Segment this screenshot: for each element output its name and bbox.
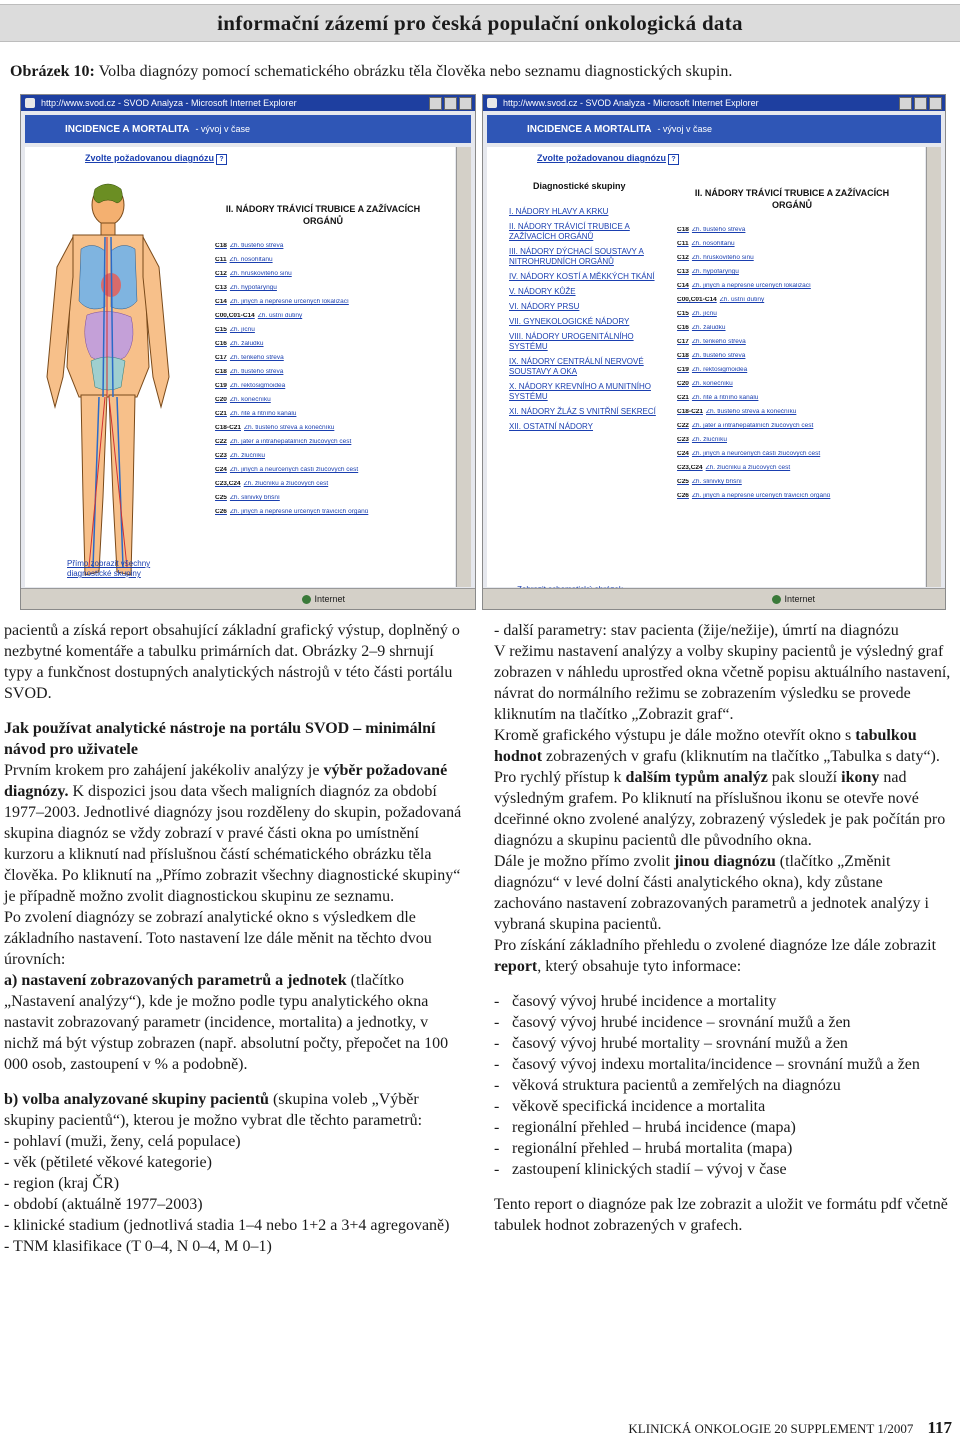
report-item: - časový vývoj hrubé incidence – srovnání mužů a žen xyxy=(494,1012,954,1033)
browser-titlebar xyxy=(483,95,945,111)
page-footer xyxy=(628,1418,952,1438)
diagnosis-label: Zh. tenkého střeva xyxy=(229,355,284,361)
figure-caption xyxy=(10,62,950,82)
diagnosis-item[interactable] xyxy=(677,241,907,255)
paragraph-diagnosis: Prvním krokem pro zahájení jakékoliv analýzy je výběr požadované diagnózy. K dispozici jsou data všech maligních diagnóz za období 1977–2003. Jednotlivé diagnózy jsou rozděleny do skupin, požadovaná skupina diagnóz se vždy zobrazí v pravé části okna po umístnění kurzoru a kliknutí nad příslušnou částí schématického obrázku těla člověka. Po kliknutí na „Přímo zobrazit všechny diagnostické skupiny“ je případně možno zvolit diagnostickou skupinu ze seznamu. xyxy=(4,762,462,905)
diagnosis-code: C23 xyxy=(677,437,689,443)
report-item: - časový vývoj hrubé incidence a mortality xyxy=(494,991,954,1012)
page-number: 117 xyxy=(927,1418,952,1437)
diagnosis-code: C11 xyxy=(215,257,227,263)
diagnosis-item[interactable] xyxy=(215,299,435,313)
paragraph-b: b) volba analyzované skupiny pacientů (skupina voleb „Výběr skupiny pacientů“), kterou je možno vybrat dle těchto parametrů: xyxy=(4,1091,423,1129)
diagnosis-label: Zh. jater a intrahepatálních žlučových cest xyxy=(691,423,814,429)
paragraph-settings: Po zvolení diagnózy se zobrazí analytické okno s výsledkem dle základního nastavení. Toto nastavení lze dále měnit na těchto dvou úrovních: xyxy=(4,909,432,968)
diagnostic-group-link[interactable]: IX. NÁDORY CENTRÁLNÍ NERVOVÉ SOUSTAVY A OKA xyxy=(509,357,644,376)
parameter-item: - TNM klasifikace (T 0–4, N 0–4, M 0–1) xyxy=(4,1238,272,1255)
diagnosis-code: C16 xyxy=(677,325,689,331)
diagnosis-label: Zh. žaludku xyxy=(691,325,726,331)
diagnosis-code: C11 xyxy=(677,241,689,247)
journal-name: KLINICKÁ ONKOLOGIE 20 SUPPLEMENT 1/2007 xyxy=(628,1421,914,1436)
diagnosis-code: C17 xyxy=(215,355,227,361)
parameter-item: - věk (pětileté věkové kategorie) xyxy=(4,1154,212,1171)
diagnosis-label: Zh. tlustého střeva a konečníku xyxy=(244,425,335,431)
diagnosis-code: C15 xyxy=(215,327,227,333)
diagnostic-group-link[interactable]: XI. NÁDORY ŽLÁZ S VNITŘNÍ SEKRECÍ xyxy=(509,407,656,416)
diagnosis-item[interactable] xyxy=(677,283,907,297)
diagnosis-group-title: II. NÁDORY TRÁVICÍ TRUBICE A ZAŽÍVACÍCH ORGÁNŮ xyxy=(225,204,421,226)
diagnosis-item[interactable] xyxy=(215,481,435,495)
globe-icon xyxy=(302,595,311,604)
body-digestive-region xyxy=(85,311,133,362)
diagnosis-label: Zh. tlustého střeva xyxy=(229,243,284,249)
body-pelvis-region xyxy=(91,357,125,390)
diagnosis-label: Zh. nosohltanu xyxy=(691,241,735,247)
running-header: informační zázemí pro česká populační onkologická data xyxy=(0,4,960,42)
diagnosis-code: C18 xyxy=(677,353,689,359)
paragraph-pdf: Tento report o diagnóze pak lze zobrazit a uložit ve formátu pdf včetně tabulek hodnot zobrazených v grafech. xyxy=(494,1196,948,1234)
diagnosis-label: Zh. jiných a nepřesně určených lokalizací xyxy=(691,283,811,289)
diagnosis-list xyxy=(677,227,907,507)
diagnosis-label: Zh. žlučníku a žlučových cest xyxy=(705,465,791,471)
diagnosis-code: C18-C21 xyxy=(677,409,704,415)
diagnosis-label: Zh. řitě a řitního kanálu xyxy=(691,395,759,401)
diagnosis-list xyxy=(215,243,435,523)
diagnostic-group-link[interactable]: III. NÁDORY DÝCHACÍ SOUSTAVY A NITROHRUDNÍCH ORGÁNŮ xyxy=(509,247,644,266)
report-item: - zastoupení klinických stadií – vývoj v čase xyxy=(494,1159,954,1180)
diagnosis-item[interactable] xyxy=(677,325,907,339)
diagnosis-item[interactable] xyxy=(215,453,435,467)
diagnosis-code: C22 xyxy=(677,423,689,429)
diagnosis-label: Zh. ústní dutiny xyxy=(257,313,303,319)
diagnostic-group-link[interactable]: X. NÁDORY KREVNÍHO A MUNITNÍHO SYSTÉMU xyxy=(509,382,651,401)
diagnosis-code: C20 xyxy=(677,381,689,387)
diagnosis-code: C23,C24 xyxy=(677,465,703,471)
diagnosis-label: Zh. hruškovitého sinu xyxy=(691,255,754,261)
diagnosis-code: C25 xyxy=(215,495,227,501)
diagnosis-item[interactable] xyxy=(215,271,435,285)
diagnosis-label: Zh. hypofaryngu xyxy=(229,285,277,291)
diagnosis-code: C26 xyxy=(215,509,227,515)
diagnosis-code: C21 xyxy=(215,411,227,417)
diagnosis-item[interactable] xyxy=(677,381,907,395)
diagnosis-label: Zh. tlustého střeva xyxy=(691,227,746,233)
diagnosis-label: Zh. tenkého střeva xyxy=(691,339,746,345)
parameter-item: - region (kraj ČR) xyxy=(4,1175,120,1192)
svod-content xyxy=(487,147,925,587)
app-header-sub: - vývoj v čase xyxy=(657,124,712,134)
browser-statusbar xyxy=(21,588,475,609)
intro-paragraph: pacientů a získá report obsahující základní grafický výstup, doplněný o nezbytné komentáře a tabulku primárních dat. Obrázky 2–9 shrnují typy a funkčnost dostupných analytických nástrojů v této části portálu SVOD. xyxy=(4,622,460,702)
app-header-sub: - vývoj v čase xyxy=(195,124,250,134)
diagnosis-label: Zh. slinivky břišní xyxy=(691,479,742,485)
status-zone: Internet xyxy=(772,589,815,609)
diagnosis-item[interactable] xyxy=(215,509,435,523)
diagnosis-code: C00,C01-C14 xyxy=(677,297,717,303)
diagnosis-code: C23 xyxy=(215,453,227,459)
diagnosis-item[interactable] xyxy=(677,465,907,479)
diagnosis-code: C18-C21 xyxy=(215,425,242,431)
diagnosis-code: C17 xyxy=(677,339,689,345)
diagnosis-label: Zh. žaludku xyxy=(229,341,264,347)
bold-term: a) nastavení zobrazovaných parametrů a jednotek xyxy=(4,972,347,989)
paragraph-a: a) nastavení zobrazovaných parametrů a jednotek (tlačítko „Nastavení analýzy“), kde je možno podle typu analytického okna nastavit zobrazovaný parametr (incidence, mortalita) a jednotky, v nichž má být výstup zobrazen (např. absolutní počty, přepočet na 100 000 osob, zastoupení v % a podobně). xyxy=(4,972,449,1073)
ie-icon xyxy=(25,98,35,108)
diagnosis-item[interactable] xyxy=(677,451,907,465)
diagnosis-item[interactable] xyxy=(677,269,907,283)
diagnosis-item[interactable] xyxy=(215,467,435,481)
diagnosis-code: C26 xyxy=(677,493,689,499)
diagnosis-code: C19 xyxy=(677,367,689,373)
diagnosis-code: C13 xyxy=(677,269,689,275)
bold-term: b) volba analyzované skupiny pacientů xyxy=(4,1091,269,1108)
diagnosis-item[interactable] xyxy=(677,297,907,311)
diagnosis-code: C15 xyxy=(677,311,689,317)
section-heading: Jak používat analytické nástroje na portálu SVOD – minimální návod pro uživatele xyxy=(4,720,436,758)
diagnosis-item[interactable] xyxy=(215,425,435,439)
report-item: - časový vývoj hrubé mortality – srovnání mužů a žen xyxy=(494,1033,954,1054)
browser-title: http://www.svod.cz - SVOD Analyza - Microsoft Internet Explorer xyxy=(41,98,297,108)
browser-titlebar xyxy=(21,95,475,111)
paragraph-table: Kromě grafického výstupu je dále možno otevřít okno s tabulkou hodnot zobrazených v grafu (kliknutím na tlačítko „Tabulka s daty“). Pro rychlý přístup k dalším typům analýz pak slouží ikony nad výsledným grafem. Po kliknutí na příslušnou ikonu se otevře nové dceřinné okno zvolené analýzy, zobrazený výsledek je pak počítán pro diagnózu a skupinu pacientů dle původního okna. xyxy=(494,727,946,849)
screenshot-body-map xyxy=(20,94,476,610)
diagnosis-label: Zh. konečníku xyxy=(691,381,733,387)
browser-title: http://www.svod.cz - SVOD Analyza - Microsoft Internet Explorer xyxy=(503,98,759,108)
diagnosis-label: Zh. rektosigmoidea xyxy=(691,367,748,373)
diagnosis-label: Zh. jiných a neurčených částí žlučových cest xyxy=(229,467,359,473)
parameter-item: - pohlaví (muži, ženy, celá populace) xyxy=(4,1133,241,1150)
diagnosis-label: Zh. jiných a nepřesně určených trávicích orgánů xyxy=(229,509,369,515)
report-item: - věková struktura pacientů a zemřelých na diagnózu xyxy=(494,1075,954,1096)
diagnosis-item[interactable] xyxy=(215,341,435,355)
diagnosis-item[interactable] xyxy=(677,311,907,325)
diagnosis-code: C25 xyxy=(677,479,689,485)
diagnosis-label: Zh. konečníku xyxy=(229,397,271,403)
human-body-diagram[interactable] xyxy=(33,177,183,587)
diagnosis-label: Zh. tlustého střeva xyxy=(691,353,746,359)
vertical-scrollbar[interactable] xyxy=(926,147,941,587)
diagnostic-group-link[interactable]: VI. NÁDORY PRSU xyxy=(509,302,580,311)
diagnostic-group-link[interactable]: XII. OSTATNÍ NÁDORY xyxy=(509,422,594,431)
parameter-list xyxy=(4,1131,466,1257)
diagnosis-item[interactable] xyxy=(215,355,435,369)
caption-label: Obrázek 10: xyxy=(10,63,95,80)
diagnosis-item[interactable] xyxy=(215,327,435,341)
groups-title: Diagnostické skupiny xyxy=(533,181,626,191)
diagnosis-item[interactable] xyxy=(215,257,435,271)
select-diagnosis-link[interactable]: Zvolte požadovanou diagnózu ? xyxy=(537,153,679,165)
right-text-column xyxy=(494,620,954,1236)
diagnostic-group-link[interactable]: VII. GYNEKOLOGICKÉ NÁDORY xyxy=(509,317,630,326)
diagnosis-label: Zh. jícnu xyxy=(229,327,255,333)
diagnosis-label: Zh. tlustého střeva a konečníku xyxy=(706,409,797,415)
paragraph-other-diagnosis: Dále je možno přímo zvolit jinou diagnózu (tlačítko „Změnit diagnózu“ v levé dolní části analytického okna), kdy zůstane zachováno nastavení zobrazovaných parametrů a jednotek analýzy i vybraná skupina pacientů. xyxy=(494,853,929,933)
report-item: - regionální přehled – hrubá incidence (mapa) xyxy=(494,1117,954,1138)
diagnostic-group-link[interactable]: II. NÁDORY TRÁVICÍ TRUBICE A ZAŽÍVACÍCH ORGÁNŮ xyxy=(509,222,630,241)
diagnosis-item[interactable] xyxy=(677,479,907,493)
diagnosis-label: Zh. jiných a neurčených částí žlučových cest xyxy=(691,451,821,457)
diagnosis-label: Zh. jiných a nepřesně určených trávicích orgánů xyxy=(691,493,831,499)
diagnosis-label: Zh. jater a intrahepatálních žlučových cest xyxy=(229,439,352,445)
paragraph-report: Pro získání základního přehledu o zvolené diagnóze lze dále zobrazit report, který obsahuje tyto informace: xyxy=(494,937,937,975)
diagnosis-item[interactable] xyxy=(215,383,435,397)
window-controls[interactable] xyxy=(897,97,942,115)
svod-app-header xyxy=(487,115,941,143)
status-zone: Internet xyxy=(302,589,345,609)
parameter-item: - období (aktuálně 1977–2003) xyxy=(4,1196,203,1213)
diagnosis-code: C22 xyxy=(215,439,227,445)
parameter-item: - klinické stadium (jednotlivá stadia 1–4 nebo 1+2 a 3+4 agregovaně) xyxy=(4,1217,450,1234)
diagnosis-label: Zh. žlučníku xyxy=(691,437,727,443)
diagnosis-code: C18 xyxy=(215,243,227,249)
help-icon[interactable]: ? xyxy=(216,154,227,165)
ie-icon xyxy=(487,98,497,108)
diagnosis-label: Zh. jiných a nepřesně určených lokalizací xyxy=(229,299,349,305)
diagnosis-code: C18 xyxy=(215,369,227,375)
svod-content xyxy=(25,147,455,587)
diagnosis-item[interactable] xyxy=(215,495,435,509)
diagnosis-item[interactable] xyxy=(215,313,435,327)
help-icon[interactable]: ? xyxy=(668,154,679,165)
diagnostic-groups-list xyxy=(509,207,669,437)
report-item: - věkově specifická incidence a mortalita xyxy=(494,1096,954,1117)
diagnosis-label: Zh. ústní dutiny xyxy=(719,297,765,303)
diagnosis-code: C00,C01-C14 xyxy=(215,313,255,319)
diagnosis-item[interactable] xyxy=(677,367,907,381)
paragraph-mode: V režimu nastavení analýzy a volby skupiny pacientů je výsledný graf zobrazen v náhledu uprostřed okna včetně popisu aktuálního nastavení, návrat do normálního režimu se zobrazením výsledku se provede kliknutím na tlačítko „Zobrazit graf“. xyxy=(494,643,951,723)
diagnosis-item[interactable] xyxy=(677,395,907,409)
diagnosis-item[interactable] xyxy=(215,369,435,383)
diagnosis-item[interactable] xyxy=(215,411,435,425)
diagnosis-code: C14 xyxy=(215,299,227,305)
diagnostic-group-link[interactable]: I. NÁDORY HLAVY A KRKU xyxy=(509,207,609,216)
diagnosis-code: C20 xyxy=(215,397,227,403)
show-all-groups-link[interactable]: Přímo zobrazit všechny diagnostické skupiny xyxy=(67,559,151,578)
diagnosis-label: Zh. rektosigmoidea xyxy=(229,383,286,389)
svod-app-header xyxy=(25,115,471,143)
diagnosis-item[interactable] xyxy=(677,353,907,367)
caption-text: Volba diagnózy pomocí schematického obrázku těla člověka nebo seznamu diagnostických skupin. xyxy=(98,63,733,80)
diagnosis-label: Zh. hypofaryngu xyxy=(691,269,739,275)
diagnosis-item[interactable] xyxy=(677,339,907,353)
diagnosis-label: Zh. žlučníku a žlučových cest xyxy=(243,481,329,487)
diagnosis-item[interactable] xyxy=(677,409,907,423)
diagnosis-item[interactable] xyxy=(215,243,435,257)
report-item: - časový vývoj indexu mortalita/incidence – srovnání mužů a žen xyxy=(494,1054,954,1075)
diagnosis-code: C16 xyxy=(215,341,227,347)
body-neck xyxy=(101,223,115,235)
diagnosis-code: C13 xyxy=(215,285,227,291)
report-contents-list xyxy=(494,991,954,1180)
diagnosis-item[interactable] xyxy=(677,423,907,437)
diagnosis-code: C24 xyxy=(215,467,227,473)
diagnosis-code: C19 xyxy=(215,383,227,389)
diagnosis-code: C12 xyxy=(677,255,689,261)
diagnosis-code: C23,C24 xyxy=(215,481,241,487)
diagnosis-item[interactable] xyxy=(215,439,435,453)
diagnosis-item[interactable] xyxy=(677,255,907,269)
vertical-scrollbar[interactable] xyxy=(456,147,471,587)
app-header-title: INCIDENCE A MORTALITA xyxy=(65,124,190,135)
diagnosis-item[interactable] xyxy=(215,285,435,299)
globe-icon xyxy=(772,595,781,604)
diagnosis-item[interactable] xyxy=(677,493,907,507)
diagnosis-item[interactable] xyxy=(677,227,907,241)
diagnosis-code: C21 xyxy=(677,395,689,401)
diagnosis-label: Zh. jícnu xyxy=(691,311,717,317)
window-controls[interactable] xyxy=(427,97,472,115)
diagnostic-group-link[interactable]: IV. NÁDORY KOSTÍ A MĚKKÝCH TKÁNÍ xyxy=(509,272,655,281)
diagnosis-label: Zh. hruškovitého sinu xyxy=(229,271,292,277)
diagnostic-group-link[interactable]: V. NÁDORY KŮŽE xyxy=(509,287,576,296)
diagnosis-item[interactable] xyxy=(677,437,907,451)
left-text-column xyxy=(4,620,466,1257)
browser-statusbar xyxy=(483,588,945,609)
diagnosis-label: Zh. žlučníku xyxy=(229,453,265,459)
bold-term: výběr požadované diagnózy. xyxy=(4,762,448,800)
select-diagnosis-link[interactable]: Zvolte požadovanou diagnózu ? xyxy=(85,153,227,165)
diagnosis-code: C18 xyxy=(677,227,689,233)
diagnosis-group-title: II. NÁDORY TRÁVICÍ TRUBICE A ZAŽÍVACÍCH ORGÁNŮ xyxy=(694,188,890,210)
app-header-title: INCIDENCE A MORTALITA xyxy=(527,124,652,135)
diagnosis-label: Zh. řitě a řitního kanálu xyxy=(229,411,297,417)
diagnostic-group-link[interactable]: VIII. NÁDORY UROGENITÁLNÍHO SYSTÉMU xyxy=(509,332,634,351)
diagnosis-code: C12 xyxy=(215,271,227,277)
diagnosis-code: C14 xyxy=(677,283,689,289)
diagnosis-label: Zh. slinivky břišní xyxy=(229,495,280,501)
diagnosis-label: Zh. nosohltanu xyxy=(229,257,273,263)
report-item: - regionální přehled – hrubá mortalita (mapa) xyxy=(494,1138,954,1159)
paragraph-state: - další parametry: stav pacienta (žije/nežije), úmrtí na diagnózu xyxy=(494,622,899,639)
diagnosis-label: Zh. tlustého střeva xyxy=(229,369,284,375)
diagnosis-item[interactable] xyxy=(215,397,435,411)
diagnosis-code: C24 xyxy=(677,451,689,457)
screenshot-group-list xyxy=(482,94,946,610)
body-brain-region xyxy=(94,184,123,203)
